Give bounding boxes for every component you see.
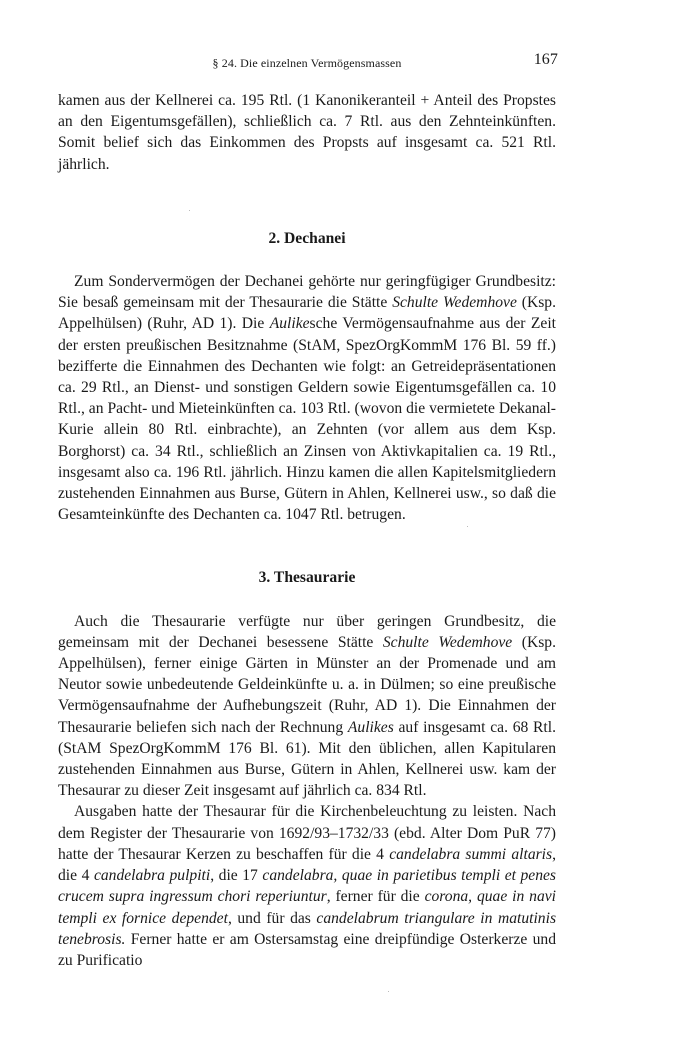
thesaurarie-paragraph-2: Ausgaben hatte der Thesaurar für die Kirchenbeleuchtung zu leisten. Nach dem Register der Thesaurarie von 1692/93–1732/33 (ebd. Alter Dom PuR 77) hatte der Thesaurar Kerzen zu beschaffen für die 4 candelabra summi altaris, die 4 candelabra pulpiti, die 17 candelabra, quae in parietibus templi et penes crucem supra ingressum chori reperiuntur, ferner für die corona, quae in navi templi ex fornice dependet, und für das candelabrum triangulare in matutinis tenebrosis. Ferner hatte er am Ostersamstag eine dreipfündige Osterkerze und zu Purificatio [58, 803, 557, 969]
running-head-title: § 24. Die einzelnen Vermögensmassen [212, 56, 402, 70]
scan-speck [467, 526, 468, 527]
scan-speck [388, 991, 389, 992]
section-heading-dechanei: 2. Dechanei [268, 229, 346, 247]
section-heading-thesaurarie: 3. Thesaurarie [258, 569, 356, 587]
dechanei-paragraph: Zum Sondervermögen der Dechanei gehörte nur geringfügiger Grundbesitz: Sie besaß gemeinsam mit der Thesaurarie die Stätte Schulte Wedemhove (Ksp. Appelhülsen) (Ruhr, AD 1). Die Aulikesche Vermögensaufnahme aus der Zeit der ersten preußischen Besitznahme (StAM, SpezOrgKommM 176 Bl. 59 ff.) bezifferte die Einnahmen des Dechanten wie folgt: an Getreidepräsentationen ca. 29 Rtl., an Dienst- und sonstigen Geldern sowie Eigentumsgefällen ca. 10 Rtl., an Pacht- und Mieteinkünften ca. 103 Rtl. (wovon die vermietete Dekanal-Kurie allein 80 Rtl. einbrachte), an Zehnten (vor allem aus dem Ksp. Borghorst) ca. 34 Rtl., schließlich an Zinsen von Aktivkapitalien ca. 19 Rtl., insgesamt also ca. 196 Rtl. jährlich. Hinzu kamen die allen Kapitelsmitgliedern zustehenden Einnahmen aus Burse, Gütern in Ahlen, Kellnerei usw., so daß die Gesamteinkünfte des Dechanten ca. 1047 Rtl. betrugen. [58, 273, 556, 524]
body-text [58, 90, 556, 971]
scan-speck [189, 210, 190, 211]
intro-paragraph: kamen aus der Kellnerei ca. 195 Rtl. (1 Kanonikeranteil + Anteil des Propstes an den Eigentumsgefällen), schließlich ca. 7 Rtl. aus den Zehnteinkünften. Somit belief sich das Einkommen des Propsts auf insgesamt ca. 521 Rtl. jährlich. [58, 92, 556, 173]
page-number: 167 [533, 51, 558, 68]
thesaurarie-paragraph-1: Auch die Thesaurarie verfügte nur über geringen Grundbesitz, die gemeinsam mit der Dechanei besessene Stätte Schulte Wedemhove (Ksp. Appelhülsen), ferner einige Gärten in Münster an der Promenade und am Neutor sowie unbedeutende Geldeinkünfte u. a. in Dülmen; so eine preußische Vermögensaufnahme der Aufhebungszeit (Ruhr, AD 1). Die Einnahmen der Thesaurarie beliefen sich nach der Rechnung Aulikes auf insgesamt ca. 68 Rtl. (StAM SpezOrgKommM 176 Bl. 61). Mit den üblichen, allen Kapitularen zustehenden Einnahmen aus Burse, Gütern in Ahlen, Kellnerei usw. kam der Thesaurar zu dieser Zeit insgesamt auf jährlich ca. 834 Rtl. [58, 612, 556, 800]
